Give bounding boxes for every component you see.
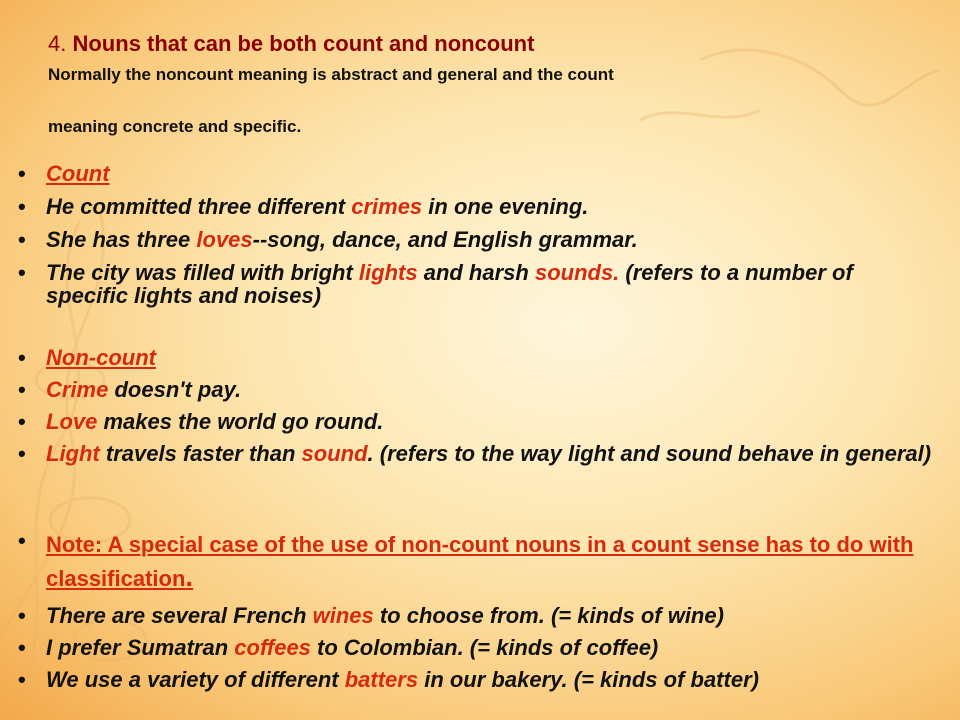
list-item-count-heading xyxy=(18,162,938,185)
list-item xyxy=(18,604,938,627)
example-text: He committed three different crimes in one evening. xyxy=(46,194,589,219)
example-text: We use a variety of different batters in our bakery. (= kinds of batter) xyxy=(46,667,759,692)
list-item xyxy=(18,668,938,691)
noncount-heading: Non-count xyxy=(46,345,156,370)
bullet: • xyxy=(18,161,26,186)
list-item xyxy=(18,378,938,401)
highlighted-noun: Light xyxy=(46,441,100,466)
list-item xyxy=(18,636,938,659)
highlighted-noun: sound xyxy=(301,441,368,466)
note-text: Note: A special case of the use of non-count nouns in a count sense has to do with classification. xyxy=(46,532,914,592)
list-item xyxy=(18,195,938,218)
list-item xyxy=(18,228,938,251)
subtitle-line-1: Normally the noncount meaning is abstract and general and the count xyxy=(48,65,614,84)
section-number: 4. xyxy=(48,31,67,56)
bullet: • xyxy=(18,667,26,692)
example-text: The city was filled with bright lights and harsh sounds. (refers to a number of specific lights and noises) xyxy=(46,260,853,308)
bullet: • xyxy=(18,635,26,660)
example-text: Love makes the world go round. xyxy=(46,409,384,434)
slide-header xyxy=(48,30,928,142)
bullet: • xyxy=(18,603,26,628)
bullet: • xyxy=(18,227,26,252)
list-item-note xyxy=(18,529,938,595)
highlighted-noun: wines xyxy=(312,603,374,628)
subtitle-line-2: meaning concrete and specific. xyxy=(48,117,302,136)
list-item xyxy=(18,410,938,433)
section-title: Nouns that can be both count and noncount xyxy=(72,31,535,56)
highlighted-noun: Love xyxy=(46,409,98,434)
highlighted-noun: crimes xyxy=(351,194,423,219)
list-item xyxy=(18,442,938,465)
count-heading: Count xyxy=(46,161,110,186)
bullet: • xyxy=(18,194,26,219)
highlighted-noun: coffees xyxy=(234,635,311,660)
highlighted-noun: sounds. xyxy=(534,260,620,285)
list-item-noncount-heading xyxy=(18,346,938,369)
example-text: She has three loves--song, dance, and English grammar. xyxy=(46,227,638,252)
bullet: • xyxy=(18,377,26,402)
example-text: Light travels faster than sound. (refers to the way light and sound behave in general) xyxy=(46,441,932,466)
bullet: • xyxy=(18,528,26,553)
example-text: There are several French wines to choose from. (= kinds of wine) xyxy=(46,603,724,628)
example-text: Crime doesn't pay. xyxy=(46,377,242,402)
example-text: I prefer Sumatran coffees to Colombian. (= kinds of coffee) xyxy=(46,635,659,660)
highlighted-noun: loves xyxy=(196,227,253,252)
list-item xyxy=(18,261,938,307)
slide-title xyxy=(48,30,928,58)
highlighted-noun: batters xyxy=(344,667,419,692)
bullet: • xyxy=(18,409,26,434)
bullet: • xyxy=(18,345,26,370)
highlighted-noun: Crime xyxy=(46,377,109,402)
bullet: • xyxy=(18,260,26,285)
highlighted-noun: lights xyxy=(358,260,418,285)
bullet: • xyxy=(18,441,26,466)
